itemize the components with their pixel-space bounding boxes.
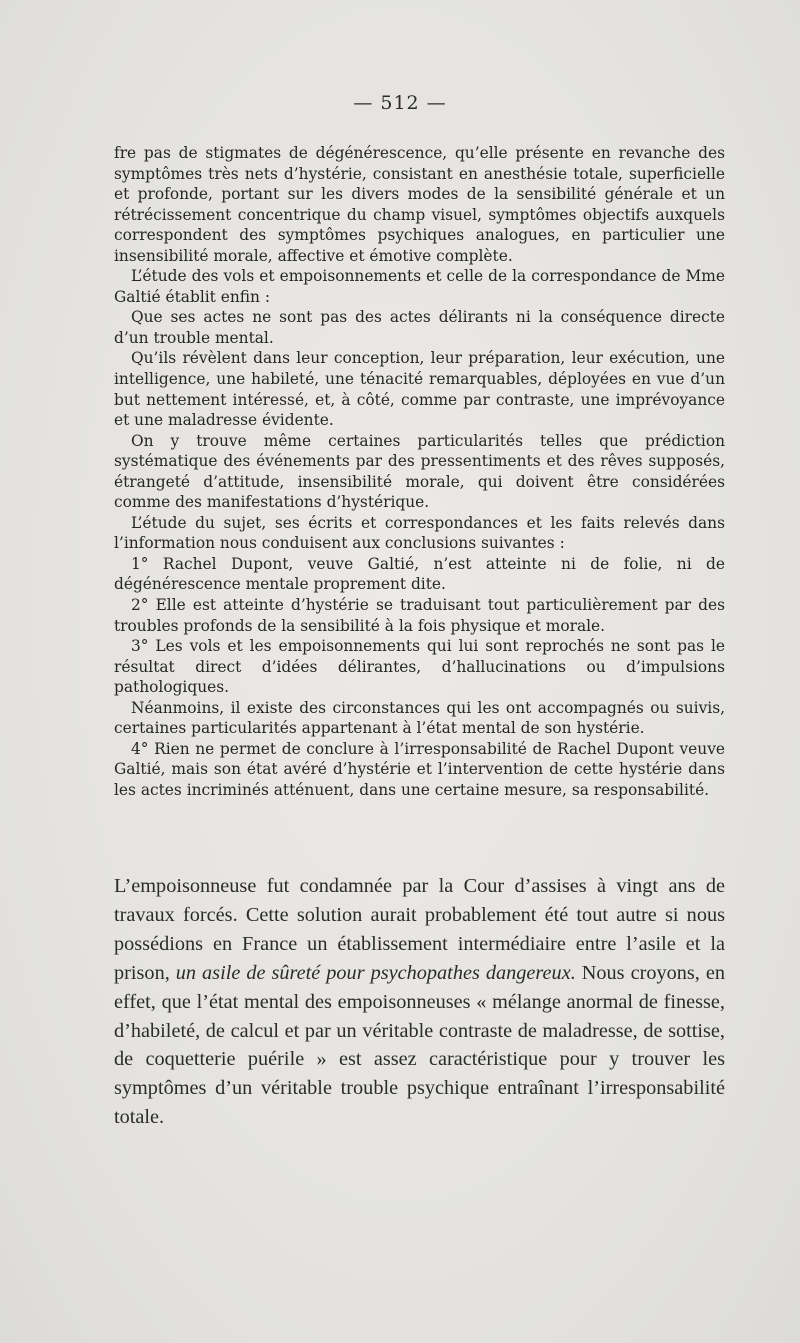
expert-report-quotation: [114, 143, 725, 801]
verdict-text-start: L’empoisonneuse fut condamnée par la Cour d’assises à vingt ans de travaux forcés. Cette solution aurait probablement été tout autre si nous possédions en France un établissement intermédiaire entre l’asile et la prison,: [114, 875, 725, 984]
paragraph-verdict: [114, 872, 725, 1132]
verdict-text-end: Nous croyons, en effet, que l’état mental des empoisonneuses « mélange anormal de finesse, d’habileté, de calcul et par un véritable contraste de maladresse, de sottise, de coquetterie puérile » est assez caractéristique pour y trouver les symptômes d’un véritable trouble psychique entraînant l’irresponsabilité totale.: [114, 961, 725, 1129]
conclusion-1: 1° Rachel Dupont, veuve Galtié, n’est atteinte ni de folie, ni de dégénérescence mentale proprement dite.: [114, 554, 725, 594]
author-commentary: [114, 872, 725, 1132]
paragraph-nevertheless: Néanmoins, il existe des circonstances qui les ont accompagnés ou suivis, certaines particularités appartenant à l’état mental de son hystérie.: [114, 698, 725, 738]
paragraph-not-delirious: Que ses actes ne sont pas des actes délirants ni la conséquence directe d’un trouble mental.: [114, 308, 725, 347]
conclusion-2: 2° Elle est atteinte d’hystérie se traduisant tout particulièrement par des troubles profonds de la sensibilité à la fois physique et morale.: [114, 596, 725, 635]
conclusion-4: 4° Rien ne permet de conclure à l’irresponsabilité de Rachel Dupont veuve Galtié, mais son état avéré d’hystérie et l’intervention de cette hystérie dans les actes incriminés atténuent, dans une certaine mesure, sa responsabilité.: [114, 739, 725, 799]
conclusion-3: 3° Les vols et les empoisonnements qui lui sont reprochés ne sont pas le résultat direct d’idées délirantes, d’hallucinations ou d’impulsions pathologiques.: [114, 637, 725, 697]
paragraph-symptoms: fre pas de stigmates de dégénérescence, qu’elle présente en revanche des symptômes très nets d’hystérie, consistant en anesthésie totale, superficielle et profonde, portant sur les divers modes de la sensibilité générale et un rétrécissement concentrique du champ visuel, symptômes objectifs auxquels correspondent des symptômes psychiques analogues, en particulier une insensibilité morale, affective et émotive complète.: [114, 144, 725, 265]
paragraph-particularities: On y trouve même certaines particularités telles que prédiction systématique des événements par des pressentiments et des rêves supposés, étrangeté d’attitude, insensibilité morale, qui doivent être considérées comme des manifestations d’hystérique.: [114, 431, 725, 512]
page-number: — 512 —: [353, 92, 447, 114]
paragraph-intelligence: Qu’ils révèlent dans leur conception, leur préparation, leur exécution, une intelligence, une habileté, une ténacité remarquables, déployées en vue d’un but nettement intéressé, et, à côté, comme par contraste, une imprévoyance et une maladresse évidente.: [114, 349, 725, 430]
paragraph-conclusions-intro: L’étude du sujet, ses écrits et correspondances et les faits relevés dans l’information nous conduisent aux conclusions suivantes :: [114, 513, 725, 553]
verdict-text-italic: un asile de sûreté pour psychopathes dangereux.: [175, 961, 576, 984]
paragraph-study-correspondence: L’étude des vols et empoisonnements et celle de la correspondance de Mme Galtié établit enfin :: [114, 267, 725, 306]
